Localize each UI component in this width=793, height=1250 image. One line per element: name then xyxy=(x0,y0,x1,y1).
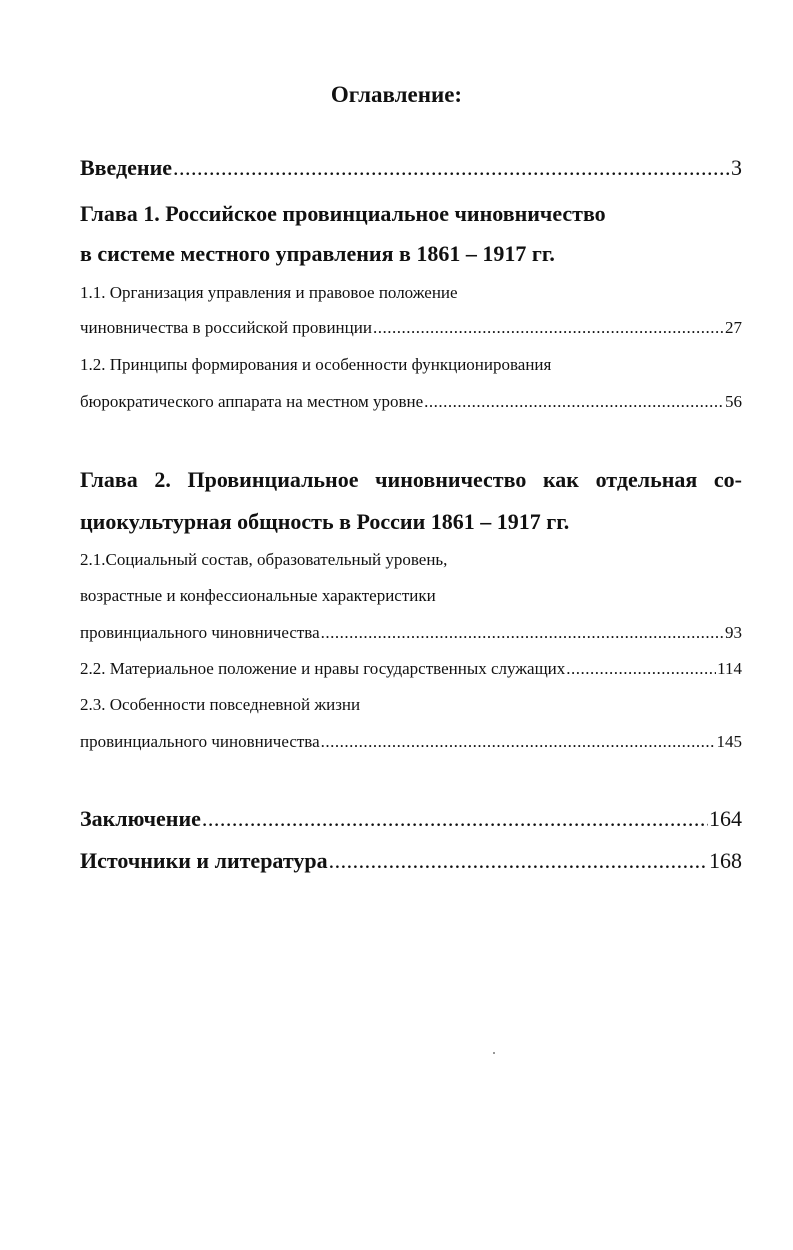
section-2-3-page: 145 xyxy=(716,732,742,751)
section-2-2-text: 2.2. Материальное положение и нравы государственных служащих xyxy=(80,659,566,678)
sources-text: Источники и литература xyxy=(80,848,328,873)
chapter1-title-line2: в системе местного управления в 1861 – 1917 гг. xyxy=(80,241,555,266)
intro-page: 3 xyxy=(731,155,742,180)
conclusion-page: 164 xyxy=(709,806,742,831)
section-1-2-line2: бюрократического аппарата на местном уровне xyxy=(80,392,424,411)
intro-text: Введение xyxy=(80,155,173,180)
section-2-1-line3: провинциального чиновничества xyxy=(80,623,320,642)
section-2-1-page: 93 xyxy=(725,623,742,642)
dot-leader xyxy=(173,155,730,181)
dot-leader xyxy=(373,318,724,338)
dot-leader xyxy=(321,732,716,752)
chapter2-title-line1: Глава 2. Провинциальное чиновничество как отдельная со- xyxy=(80,467,742,492)
section-1-1-page: 27 xyxy=(725,318,742,337)
sources-page: 168 xyxy=(709,848,742,873)
toc-entry-conclusion xyxy=(80,806,742,832)
dot-leader xyxy=(424,392,724,412)
toc-entry-2-3 xyxy=(80,732,742,752)
section-2-3-line1: 2.3. Особенности повседневной жизни xyxy=(80,695,361,714)
page-title: Оглавление: xyxy=(330,82,463,107)
chapter1-title-line1: Глава 1. Российское провинциальное чиновничество xyxy=(80,201,606,226)
toc-entry-1-2 xyxy=(80,392,742,412)
section-1-2-line1: 1.2. Принципы формирования и особенности функционирования xyxy=(80,355,552,374)
section-1-1-line2: чиновничества в российской провинции xyxy=(80,318,372,337)
toc-entry-2-2 xyxy=(80,659,742,679)
dot-leader xyxy=(202,806,708,832)
dot-leader xyxy=(566,659,716,679)
toc-entry-2-1 xyxy=(80,623,742,643)
conclusion-text: Заключение xyxy=(80,806,201,831)
section-1-2-page: 56 xyxy=(725,392,742,411)
toc-entry-intro xyxy=(80,155,742,181)
section-2-3-line2: провинциального чиновничества xyxy=(80,732,320,751)
toc-entry-sources xyxy=(80,848,742,874)
toc-entry-1-1 xyxy=(80,318,742,338)
chapter2-title-line2: циокультурная общность в России 1861 – 1917 гг. xyxy=(80,509,570,534)
section-2-1-line2: возрастные и конфессиональные характеристики xyxy=(80,586,436,605)
section-2-1-line1: 2.1.Социальный состав, образовательный уровень, xyxy=(80,550,448,569)
scan-speck xyxy=(493,1052,495,1054)
dot-leader xyxy=(329,848,708,874)
section-1-1-line1: 1.1. Организация управления и правовое положение xyxy=(80,283,458,302)
dot-leader xyxy=(321,623,724,643)
section-2-2-page: 114 xyxy=(717,659,742,678)
